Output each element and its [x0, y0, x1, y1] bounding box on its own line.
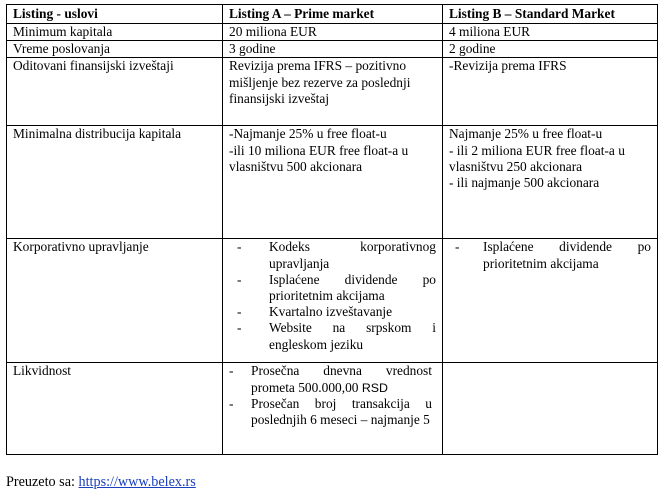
- header-listing-a: Listing A – Prime market: [223, 5, 443, 24]
- header-listing-b: Listing B – Standard Market: [443, 5, 658, 24]
- cell-label: Korporativno upravljanje: [7, 239, 223, 363]
- list-item: - Kodeks korporativnog upravljanja: [237, 239, 436, 271]
- row-corporate-governance: [7, 239, 658, 363]
- currency-unit: RSD: [361, 380, 389, 395]
- cell-a: [223, 239, 443, 363]
- list-item: - Website na srpskom i engleskom jeziku: [237, 320, 436, 352]
- dash-marker: -: [229, 395, 234, 411]
- cell-b: 2 godine: [443, 41, 658, 58]
- liquidity-a-list: [229, 363, 436, 428]
- cell-a: [223, 126, 443, 239]
- header-conditions: Listing - uslovi: [7, 5, 223, 24]
- dash-marker: -: [237, 320, 242, 336]
- row-capital-distribution: [7, 126, 658, 239]
- table-header-row: [7, 5, 658, 24]
- dash-marker: -: [455, 239, 460, 255]
- cell-a: 20 miliona EUR: [223, 24, 443, 41]
- cell-b: [443, 363, 658, 455]
- dash-marker: -: [237, 304, 242, 320]
- cell-label: Oditovani finansijski izveštaji: [7, 58, 223, 126]
- list-item: - Isplaćene dividende po prioritetnim akcijama: [455, 239, 651, 271]
- dash-marker: -: [237, 271, 242, 287]
- source-link[interactable]: https://www.belex.rs: [78, 474, 196, 490]
- cell-label: Minimum kapitala: [7, 24, 223, 41]
- governance-a-list: [229, 239, 436, 352]
- distribution-b-line: - ili najmanje 500 akcionara: [449, 175, 600, 191]
- cell-a: [223, 363, 443, 455]
- cell-b: [443, 126, 658, 239]
- cell-a: 3 godine: [223, 41, 443, 58]
- cell-b: [443, 239, 658, 363]
- distribution-b-line: Najmanje 25% u free float-u: [449, 126, 603, 142]
- row-min-capital: [7, 24, 658, 41]
- list-item: - Kvartalno izveštavanje: [237, 304, 393, 320]
- cell-a: Revizija prema IFRS – pozitivno mišljenje bez rezerve za poslednji finansijski izveštaj: [223, 58, 443, 126]
- list-item: - Prosečan broj transakcija u poslednjih 6 meseci – najmanje 5: [229, 395, 432, 428]
- dash-marker: -: [237, 239, 242, 255]
- cell-b: 4 miliona EUR: [443, 24, 658, 41]
- cell-label: Likvidnost: [7, 363, 223, 455]
- cell-b: -Revizija prema IFRS: [443, 58, 658, 126]
- list-item: - Isplaćene dividende po prioritetnim akcijama: [237, 271, 436, 304]
- row-liquidity: [7, 363, 658, 455]
- distribution-b-line: - ili 2 miliona EUR free float-a u vlasništvu 250 akcionara: [449, 142, 625, 174]
- distribution-a-line: -Najmanje 25% u free float-u: [229, 126, 387, 142]
- source-note: [6, 474, 196, 491]
- source-prefix: Preuzeto sa:: [6, 474, 79, 490]
- row-audited-reports: [7, 58, 658, 126]
- row-business-time: [7, 41, 658, 58]
- governance-b-list: [449, 239, 651, 271]
- dash-marker: -: [229, 363, 234, 379]
- list-item: - Prosečna dnevna vrednost prometa 500.000,00 RSD: [229, 363, 432, 395]
- listing-conditions-table: [6, 4, 658, 455]
- distribution-a-line: -ili 10 miliona EUR free float-a u vlasništvu 500 akcionara: [229, 142, 409, 174]
- cell-label: Minimalna distribucija kapitala: [7, 126, 223, 239]
- cell-label: Vreme poslovanja: [7, 41, 223, 58]
